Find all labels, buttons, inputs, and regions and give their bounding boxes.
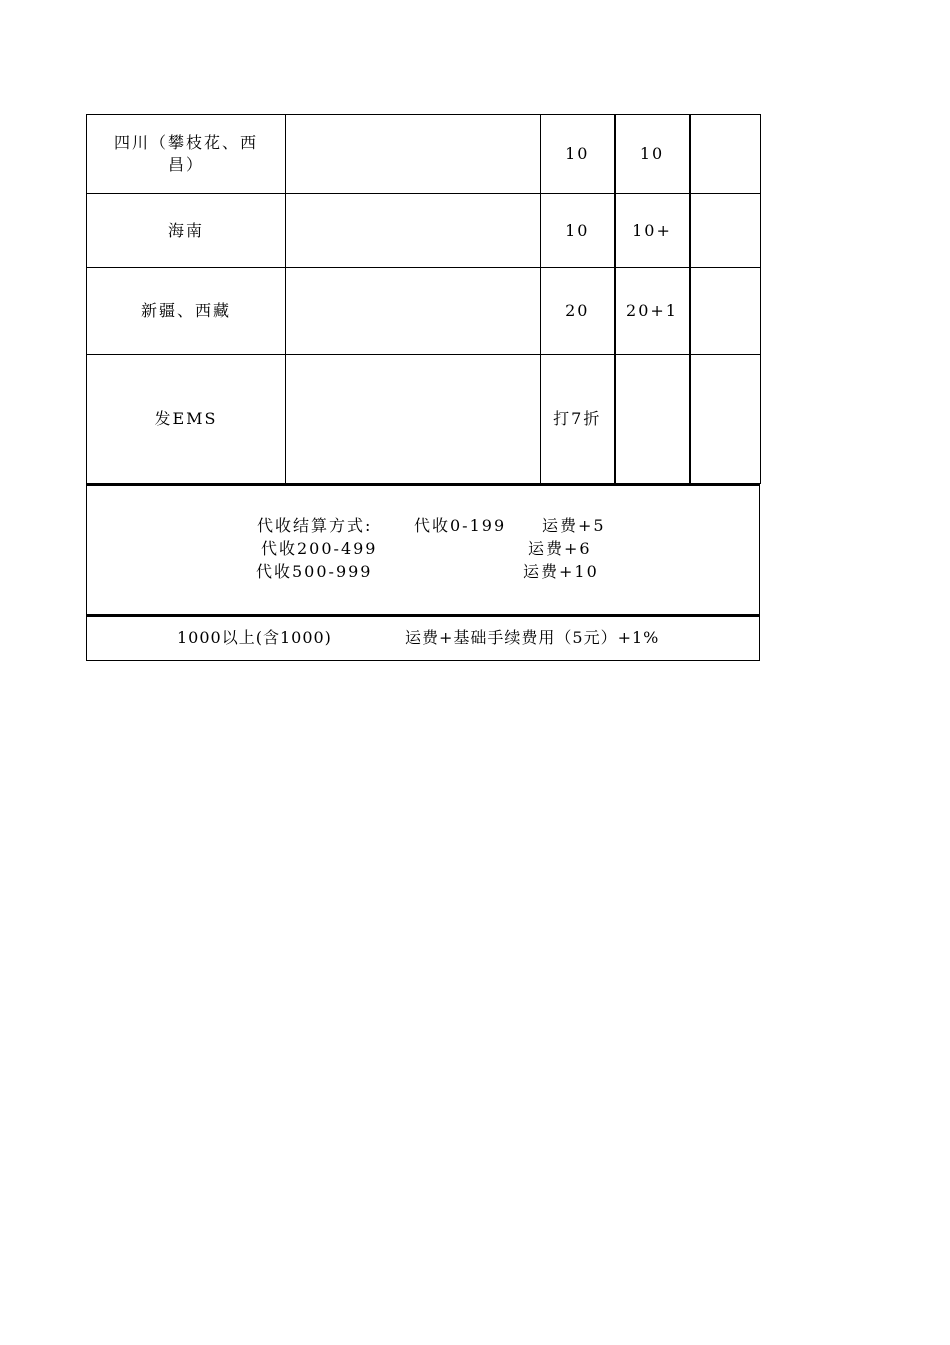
cod-title: 代收结算方式:: [257, 516, 373, 535]
extra-weight-cell: 20+1: [615, 268, 690, 355]
detail-cell: [286, 355, 541, 484]
cod-tier-range: 代收500-999: [256, 562, 373, 581]
detail-cell: [286, 194, 541, 268]
note-cell: [690, 115, 761, 194]
rate-table: [86, 114, 761, 484]
first-weight-cell: 打7折: [541, 355, 615, 484]
large-amount-section: [86, 615, 760, 661]
region-cell: 发EMS: [87, 355, 286, 484]
cod-settlement-section: [86, 484, 760, 615]
table-row: [87, 115, 761, 194]
note-cell: [690, 355, 761, 484]
shipping-rate-sheet: [86, 114, 760, 661]
extra-weight-cell: [615, 355, 690, 484]
first-weight-cell: 10: [541, 115, 615, 194]
region-cell: 海南: [87, 194, 286, 268]
cod-tier-range: 代收200-499: [261, 539, 378, 558]
table-row: [87, 194, 761, 268]
table-row: [87, 268, 761, 355]
first-weight-cell: 20: [541, 268, 615, 355]
cod-tier-range: 代收0-199: [414, 516, 507, 535]
large-amount-fee: 运费+基础手续费用（5元）+1%: [405, 628, 660, 647]
region-cell: 四川（攀枝花、西昌）: [87, 115, 286, 194]
detail-cell: [286, 268, 541, 355]
region-cell: 新疆、西藏: [87, 268, 286, 355]
first-weight-cell: 10: [541, 194, 615, 268]
extra-weight-cell: 10+: [615, 194, 690, 268]
cod-tier-fee: 运费+6: [528, 539, 592, 558]
large-amount-range: 1000以上(含1000): [177, 628, 332, 647]
cod-tier-fee: 运费+10: [523, 562, 599, 581]
note-cell: [690, 194, 761, 268]
detail-cell: [286, 115, 541, 194]
table-row: [87, 355, 761, 484]
extra-weight-cell: 10: [615, 115, 690, 194]
note-cell: [690, 268, 761, 355]
cod-tier-fee: 运费+5: [542, 516, 606, 535]
